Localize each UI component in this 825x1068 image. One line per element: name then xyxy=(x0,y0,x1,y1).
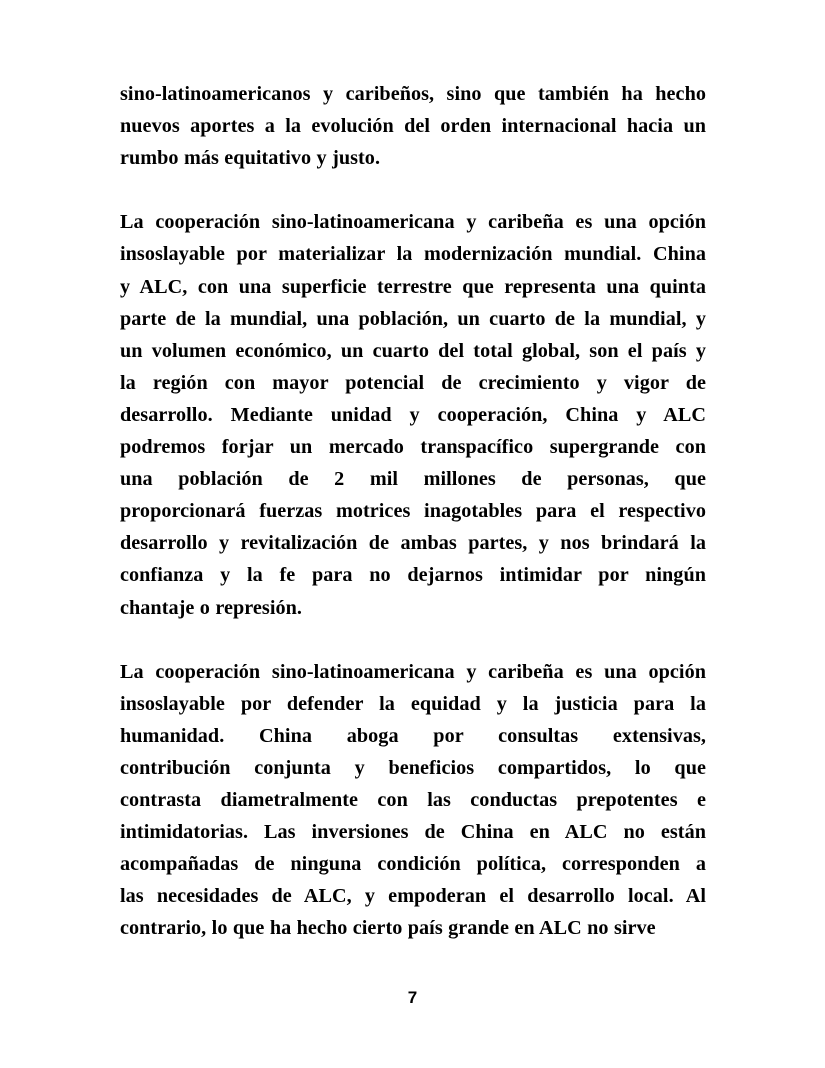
text-line: desarrollo y revitalización de ambas partes, y nos brindará la xyxy=(120,532,706,555)
text-line: chantaje o represión. xyxy=(120,596,303,619)
page-number: 7 xyxy=(407,988,418,1007)
text-line: nuevos aportes a la evolución del orden internacional hacia un xyxy=(120,115,706,138)
text-line: podremos forjar un mercado transpacífico supergrande con xyxy=(120,436,706,459)
text-line: y ALC, con una superficie terrestre que representa una quinta xyxy=(120,275,706,298)
text-line: contrario, lo que ha hecho cierto país grande en ALC no sirve xyxy=(120,917,656,940)
text-line: sino-latinoamericanos y caribeños, sino que también ha hecho xyxy=(120,83,706,105)
text-line: la región con mayor potencial de crecimiento y vigor de xyxy=(120,371,706,394)
paragraph-2 xyxy=(120,206,706,623)
text-line: confianza y la fe para no dejarnos intimidar por ningún xyxy=(120,564,706,587)
text-line: intimidatorias. Las inversiones de China en ALC no están xyxy=(120,821,706,844)
text-line: acompañadas de ninguna condición política, corresponden a xyxy=(120,853,706,876)
text-line: insoslayable por defender la equidad y la justicia para la xyxy=(120,692,706,715)
text-line: contrasta diametralmente con las conductas prepotentes e xyxy=(120,789,706,812)
text-line: La cooperación sino-latinoamericana y caribeña es una opción xyxy=(120,211,706,234)
text-line: desarrollo. Mediante unidad y cooperación, China y ALC xyxy=(120,403,706,426)
body-text-column xyxy=(120,78,706,945)
text-line: las necesidades de ALC, y empoderan el desarrollo local. Al xyxy=(120,885,706,908)
text-line: insoslayable por materializar la modernización mundial. China xyxy=(120,243,706,266)
text-line: rumbo más equitativo y justo. xyxy=(120,147,381,170)
paragraph-1 xyxy=(120,78,706,174)
text-line: contribución conjunta y beneficios compartidos, lo que xyxy=(120,756,706,779)
paragraph-3 xyxy=(120,656,706,945)
text-line: un volumen económico, un cuarto del total global, son el país y xyxy=(120,339,706,362)
text-line: una población de 2 mil millones de personas, que xyxy=(120,468,706,491)
text-line: proporcionará fuerzas motrices inagotables para el respectivo xyxy=(120,500,706,523)
text-line: La cooperación sino-latinoamericana y caribeña es una opción xyxy=(120,660,706,683)
text-line: parte de la mundial, una población, un cuarto de la mundial, y xyxy=(120,307,706,330)
text-line: humanidad. China aboga por consultas extensivas, xyxy=(120,724,706,747)
